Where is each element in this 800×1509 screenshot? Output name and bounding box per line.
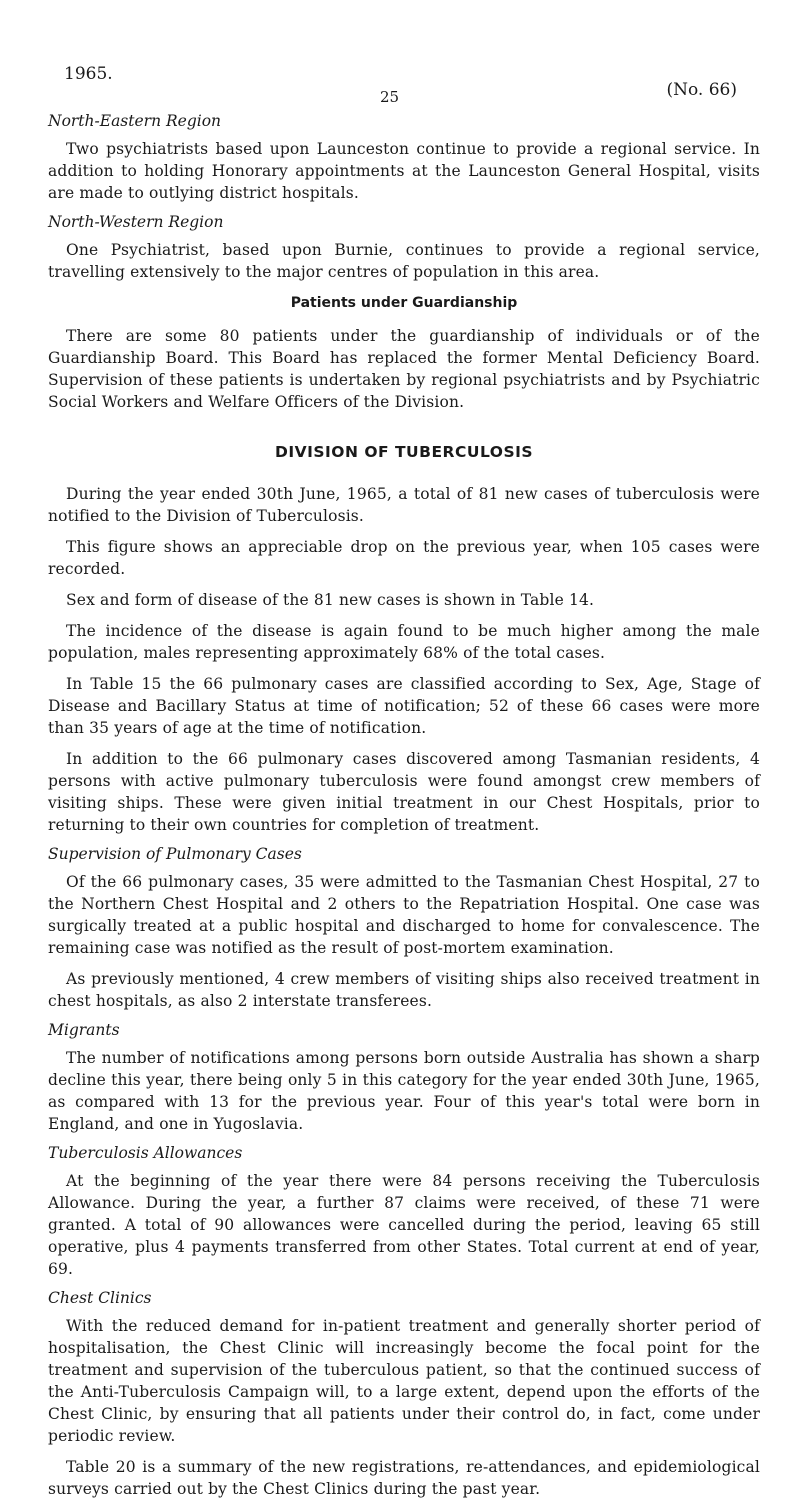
allowances-paragraph: At the beginning of the year there were 84 persons receiving the Tuberculosis Allowance. During the year, a further 87 claims were received, of these 71 were granted. A total of 90 allowances were cancelled during the period, leaving 65 still operative, plus 4 payments transferred from other States. Total current at end of year, 69. — [48, 1172, 760, 1278]
guardianship-heading: Patients under Guardianship — [290, 295, 518, 311]
clinics-paragraph-2: Table 20 is a summary of the new registrations, re-attendances, and epidemiological surveys carried out by the Chest Clinics during the past year. — [48, 1458, 760, 1498]
migrants-paragraph: The number of notifications among persons born outside Australia has shown a sharp decline this year, there being only 5 in this category for the year ended 30th June, 1965, as compared with 13 for the previous year. Four of this year's total were born in England, and one in Yugoslavia. — [48, 1049, 760, 1133]
guardianship-paragraph: There are some 80 patients under the guardianship of individuals or of the Guardianship Board. This Board has replaced the former Mental Deficiency Board. Supervision of these patients is undertaken by regional psychiatrists and by Psychiatric Social Workers and Welfare Officers of the Division. — [48, 327, 760, 411]
ne-region-heading: North-Eastern Region — [48, 112, 222, 130]
tb-paragraph-5: In Table 15 the 66 pulmonary cases are classified according to Sex, Age, Stage of Disease and Bacillary Status at time of notification; 52 of these 66 cases were more than 35 years of age at the time of notification. — [48, 675, 760, 737]
tuberculosis-heading: DIVISION OF TUBERCULOSIS — [274, 443, 534, 461]
supervision-paragraph-1: Of the 66 pulmonary cases, 35 were admitted to the Tasmanian Chest Hospital, 27 to the Northern Chest Hospital and 2 others to the Repatriation Hospital. One case was surgically treated at a public hospital and discharged to home for convalescence. The remaining case was notified as the result of post-mortem examination. — [48, 873, 760, 957]
ne-region-paragraph: Two psychiatrists based upon Launceston continue to provide a regional service. In addition to holding Honorary appointments at the Launceston General Hospital, visits are made to outlying district hospitals. — [48, 140, 760, 202]
issue-number: (No. 66) — [666, 80, 737, 100]
nw-region-heading: North-Western Region — [48, 213, 224, 231]
supervision-paragraph-2: As previously mentioned, 4 crew members of visiting ships also received treatment in chest hospitals, as also 2 interstate transferees. — [48, 970, 760, 1010]
migrants-heading: Migrants — [48, 1021, 120, 1039]
tb-paragraph-2: This figure shows an appreciable drop on the previous year, when 105 cases were recorded. — [48, 538, 760, 578]
clinics-heading: Chest Clinics — [48, 1289, 152, 1307]
tb-paragraph-4: The incidence of the disease is again found to be much higher among the male population, males representing approximately 68% of the total cases. — [48, 622, 760, 662]
clinics-paragraph-1: With the reduced demand for in-patient treatment and generally shorter period of hospitalisation, the Chest Clinic will increasingly become the focal point for the treatment and supervision of the tuberculous patient, so that the continued success of the Anti-Tuberculosis Campaign will, to a large extent, depend upon the efforts of the Chest Clinic, by ensuring that all patients under their control do, in fact, come under periodic review. — [48, 1317, 760, 1445]
tb-paragraph-6: In addition to the 66 pulmonary cases discovered among Tasmanian residents, 4 persons with active pulmonary tuberculosis were found amongst crew members of visiting ships. These were given initial treatment in our Chest Hospitals, prior to returning to their own countries for completion of treatment. — [48, 750, 760, 834]
document-body — [48, 112, 760, 1509]
tb-paragraph-1: During the year ended 30th June, 1965, a total of 81 new cases of tuberculosis were notified to the Division of Tuberculosis. — [48, 485, 760, 525]
supervision-heading: Supervision of Pulmonary Cases — [48, 845, 302, 863]
allowances-heading: Tuberculosis Allowances — [48, 1144, 243, 1162]
tb-paragraph-3: Sex and form of disease of the 81 new cases is shown in Table 14. — [66, 591, 595, 609]
page-number: 25 — [380, 88, 400, 106]
nw-region-paragraph: One Psychiatrist, based upon Burnie, continues to provide a regional service, travelling extensively to the major centres of population in this area. — [48, 241, 760, 281]
header-year: 1965. — [64, 64, 113, 84]
